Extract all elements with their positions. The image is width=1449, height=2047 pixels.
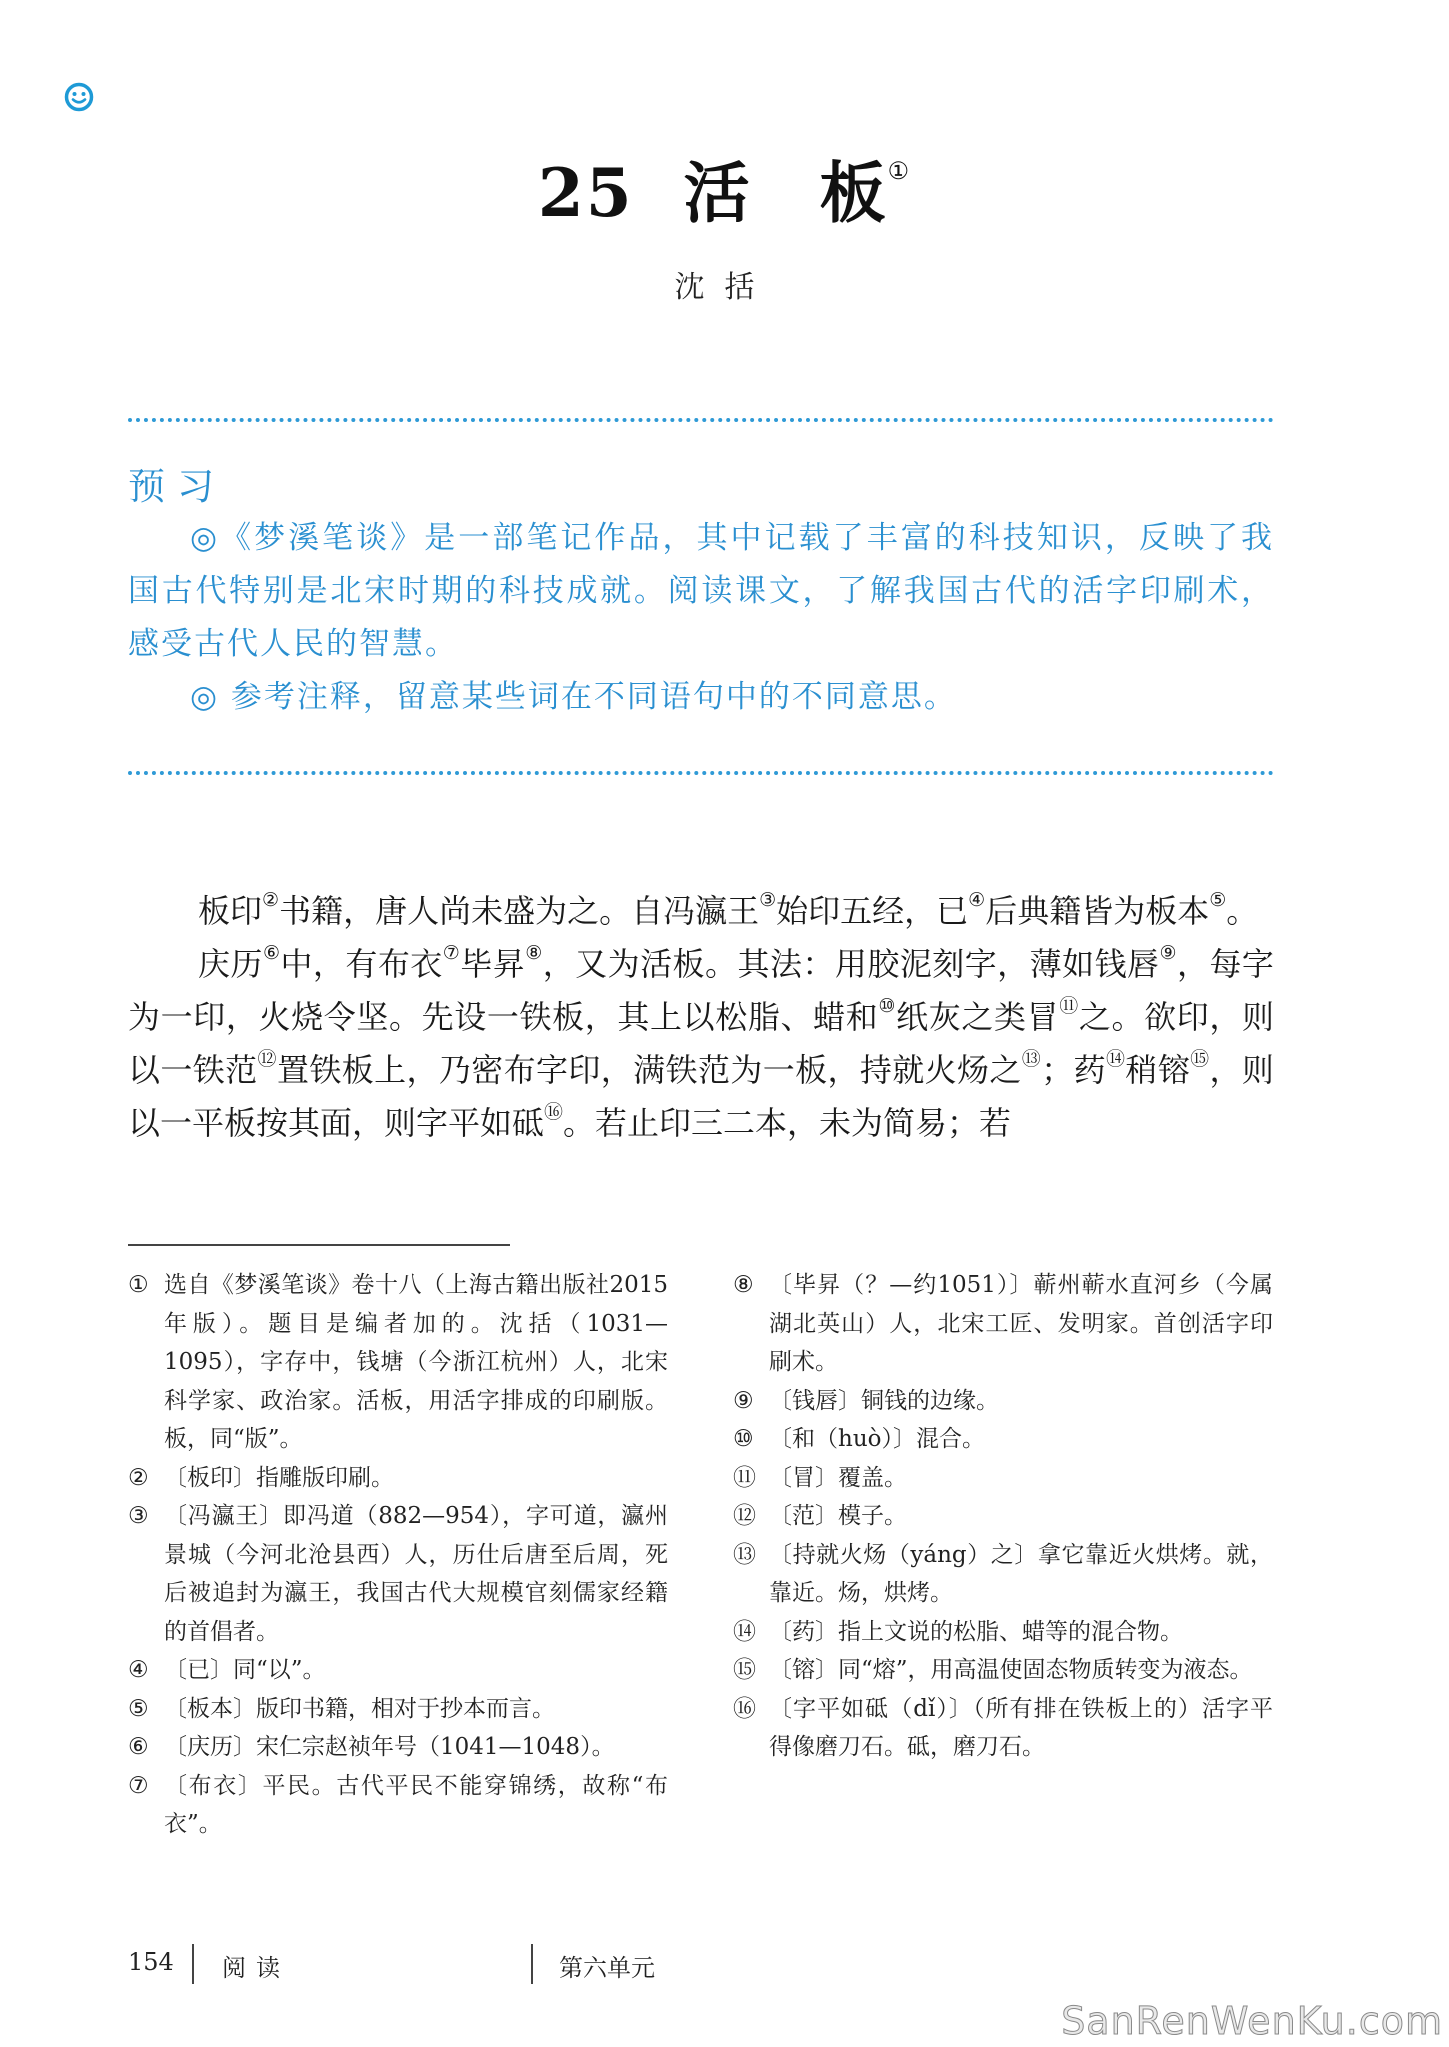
footnote-text: 〔钱唇〕铜钱的边缘。 (769, 1387, 999, 1414)
footnote (128, 1767, 668, 1844)
footnote (733, 1690, 1273, 1767)
footnote-mark[interactable]: ④ (968, 889, 986, 912)
main-text (128, 885, 1274, 1150)
text-run: 。 (1226, 892, 1259, 930)
footnote-text: 〔庆历〕宋仁宗赵祯年号（1041—1048）。 (164, 1734, 615, 1760)
paragraph-2 (128, 938, 1274, 1150)
footnote (128, 1497, 668, 1651)
footnote-mark[interactable]: ⑮ (1190, 1048, 1210, 1071)
footnote-text: 〔冒〕覆盖。 (769, 1464, 907, 1491)
footnote-text: 〔板本〕版印书籍，相对于抄本而言。 (164, 1695, 555, 1722)
text-run: 纸灰之类冒 (896, 998, 1060, 1036)
footnote-text: 〔字平如砥（dǐ）〕（所有排在铁板上的）活字平得像磨刀石。砥，磨刀石。 (769, 1695, 1273, 1760)
footnote-text: 选自《梦溪笔谈》卷十八（上海古籍出版社2015年版）。题目是编者加的。沈括（1031—1095），字存中，钱塘（今浙江杭州）人，北宋科学家、政治家。活板，用活字排成的印刷版。板，同“版”。 (164, 1272, 668, 1452)
footnote-number: ⑪ (733, 1464, 756, 1491)
preview-heading: 预习 (128, 465, 226, 508)
footnote-number: ⑤ (128, 1695, 149, 1722)
smiley-icon (64, 82, 94, 112)
preview-item: ◎ 参考注释，留意某些词在不同语句中的不同意思。 (190, 679, 957, 715)
page-number: 154 (128, 1948, 174, 1976)
text-run: 置铁板上，乃密布字印，满铁范为一板，持就火炀之 (276, 1051, 1022, 1089)
footnote-mark[interactable]: ⑫ (257, 1048, 277, 1071)
footnote (733, 1420, 1273, 1459)
footnote-mark[interactable]: ⑯ (544, 1101, 564, 1124)
preview-box (128, 462, 1274, 724)
footnote-text: 〔镕〕同“熔”，用高温使固态物质转变为液态。 (769, 1657, 1253, 1683)
author: 沈括 (674, 270, 775, 305)
footnote-mark[interactable]: ⑨ (1159, 942, 1177, 965)
footnote-number: ⑦ (128, 1772, 149, 1799)
footnote (733, 1536, 1273, 1613)
text-run: 后典籍皆为板本 (985, 892, 1210, 930)
footnote-number: ⑨ (733, 1387, 754, 1414)
footnote-mark[interactable]: ⑩ (878, 995, 897, 1018)
footnote-mark[interactable]: ⑭ (1105, 1048, 1126, 1071)
footnote (733, 1497, 1273, 1536)
footnote (733, 1613, 1273, 1652)
footnote-mark[interactable]: ⑦ (442, 942, 461, 965)
footnote-number: ⑮ (733, 1657, 756, 1683)
footer-divider (531, 1944, 533, 1984)
footnote-number: ⑭ (733, 1618, 756, 1645)
text-run: 。若止印三二本，未为简易；若 (563, 1104, 1012, 1142)
paragraph-1 (128, 885, 1274, 938)
dotted-divider-bottom (128, 771, 1274, 775)
footnote-text: 〔药〕指上文说的松脂、蜡等的混合物。 (769, 1618, 1183, 1645)
text-run: 毕昇 (460, 945, 526, 983)
text-run: ，每字为一印，火烧令坚。先设一铁板，其上以松脂、蜡和 (128, 945, 1274, 1036)
footnote-mark[interactable]: ⑬ (1021, 1048, 1042, 1071)
footnote-text: 〔板印〕指雕版印刷。 (164, 1464, 394, 1491)
footnote-text: 〔已〕同“以”。 (164, 1657, 326, 1683)
footnote-number: ⑥ (128, 1734, 149, 1760)
text-run: 庆历 (198, 945, 263, 983)
footer-divider (192, 1944, 194, 1984)
text-run: ；药 (1041, 1051, 1106, 1089)
footnote (733, 1459, 1273, 1498)
footnote-number: ⑩ (733, 1426, 754, 1452)
footnote-text: 〔持就火炀（yáng）之〕拿它靠近火烘烤。就，靠近。炀，烘烤。 (769, 1541, 1273, 1606)
footnote (733, 1266, 1273, 1382)
footnote-mark[interactable]: ② (262, 889, 280, 912)
lesson-title (0, 140, 1449, 235)
footnote-number: ③ (128, 1503, 149, 1529)
watermark: SanRenWenKu.com (1061, 1999, 1443, 2043)
footnote-number: ④ (128, 1657, 149, 1683)
footnote-number: ② (128, 1464, 149, 1491)
footnote (128, 1728, 668, 1767)
lesson-number: 25 (537, 154, 634, 232)
text-run: 中，有布衣 (280, 945, 443, 983)
footnote-mark[interactable]: ⑥ (262, 942, 281, 965)
footnote-number: ① (128, 1272, 149, 1298)
footnote-number: ⑫ (733, 1503, 756, 1529)
footer-unit: 第六单元 (559, 1954, 655, 1982)
footnote-number: ⑧ (733, 1272, 754, 1298)
footnote (128, 1690, 668, 1729)
text-run: ，又为活板。其法：用胶泥刻字，薄如钱唇 (542, 945, 1160, 983)
footer-section: 阅读 (222, 1954, 290, 1982)
footnote-text: 〔范〕模子。 (769, 1503, 907, 1529)
footnote-mark[interactable]: ⑪ (1059, 995, 1079, 1018)
lesson-title-text: 活 板 (683, 154, 888, 232)
text-run: 板印 (198, 892, 263, 930)
footnote-number: ⑬ (733, 1541, 756, 1568)
dotted-divider-top (128, 418, 1274, 422)
text-run: 始印五经，已 (776, 892, 969, 930)
footnote-text: 〔冯瀛王〕即冯道（882—954），字可道，瀛州景城（今河北沧县西）人，历仕后唐至后周，死后被追封为瀛王，我国古代大规模官刻儒家经籍的首倡者。 (164, 1503, 668, 1645)
footnote-mark[interactable]: ⑤ (1209, 889, 1227, 912)
footnotes-right (733, 1266, 1273, 1767)
text-run: 之。欲印，则以一铁范 (128, 998, 1274, 1089)
footnote-mark[interactable]: ⑧ (525, 942, 543, 965)
text-run: ，则以一平板按其面，则字平如砥 (128, 1051, 1274, 1142)
footnote (733, 1651, 1273, 1690)
footnote (733, 1382, 1273, 1421)
footnotes-left (128, 1266, 668, 1844)
footnote-number: ⑯ (733, 1695, 756, 1722)
footnote-text: 〔和（huò）〕混合。 (769, 1426, 985, 1452)
text-run: 书籍，唐人尚未盛为之。自冯瀛王 (279, 892, 760, 930)
preview-item: ◎《梦溪笔谈》是一部笔记作品，其中记载了丰富的科技知识，反映了我国古代特别是北宋时期的科技成就。阅读课文，了解我国古代的活字印刷术，感受古代人民的智慧。 (128, 520, 1274, 662)
footnote-text: 〔布衣〕平民。古代平民不能穿锦绣，故称“布衣”。 (164, 1772, 668, 1837)
footnote (128, 1459, 668, 1498)
footnote-text: 〔毕昇（？—约1051）〕蕲州蕲水直河乡（今属湖北英山）人，北宋工匠、发明家。首创活字印刷术。 (769, 1272, 1273, 1375)
footnote (128, 1651, 668, 1690)
text-run: 稍镕 (1125, 1051, 1191, 1089)
title-footnote-mark[interactable]: ① (887, 157, 912, 185)
footnote (128, 1266, 668, 1459)
footnote-rule (128, 1244, 510, 1246)
footnote-mark[interactable]: ③ (759, 889, 777, 912)
